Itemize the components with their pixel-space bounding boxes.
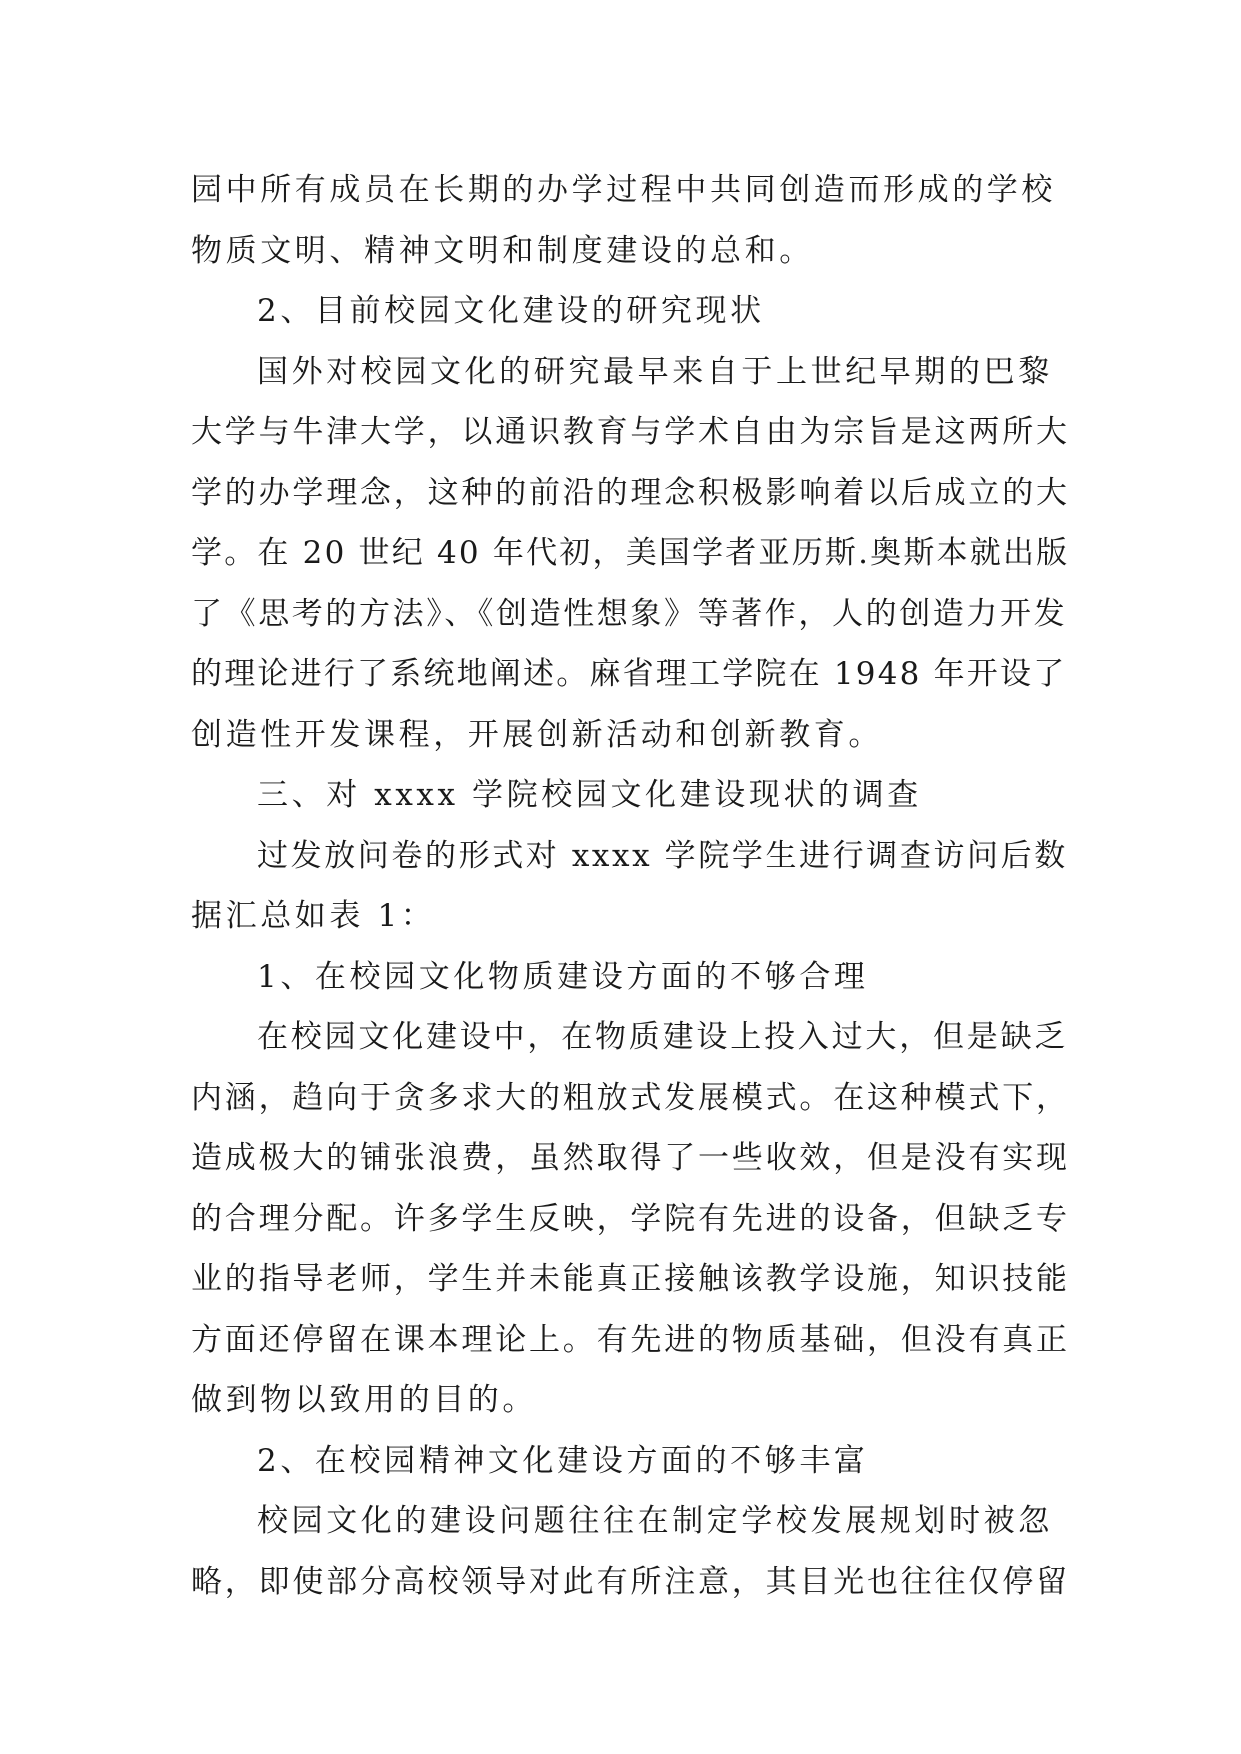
text-line: 校园文化的建设问题往往在制定学校发展规划时被忽 [257, 1503, 1053, 1539]
section-heading: 2、在校园精神文化建设方面的不够丰富 [257, 1442, 869, 1479]
text-line: 园中所有成员在长期的办学过程中共同创造而形成的学校 [191, 172, 1056, 208]
text-line: 内涵，趋向于贪多求大的粗放式发展模式。在这种模式下， [191, 1079, 1070, 1116]
text-line: 大学与牛津大学，以通识教育与学术自由为宗旨是这两所大 [191, 414, 1070, 450]
text-line: 学。在 20 世纪 40 年代初，美国学者亚历斯.奥斯本就出版 [191, 535, 1070, 571]
text-line: 造成极大的铺张浪费，虽然取得了一些收效，但是没有实现 [191, 1140, 1070, 1176]
text-line: 物质文明、精神文明和制度建设的总和。 [191, 232, 814, 269]
text-line: 据汇总如表 1： [191, 898, 436, 934]
text-line: 方面还停留在课本理论上。有先进的物质基础，但没有真正 [191, 1321, 1070, 1358]
text-line: 业的指导老师，学生并未能真正接触该教学设施，知识技能 [191, 1261, 1070, 1297]
text-line: 创造性开发课程，开展创新活动和创新教育。 [191, 716, 883, 753]
text-line: 学的办学理念，这种的前沿的理念积极影响着以后成立的大 [191, 474, 1070, 511]
document-body [191, 160, 1071, 1612]
text-line: 国外对校园文化的研究最早来自于上世纪早期的巴黎 [257, 353, 1053, 390]
section-heading: 三、对 xxxx 学院校园文化建设现状的调查 [257, 777, 922, 813]
text-line: 在校园文化建设中，在物质建设上投入过大，但是缺乏 [257, 1019, 1069, 1055]
text-line: 的合理分配。许多学生反映，学院有先进的设备，但缺乏专 [191, 1200, 1070, 1237]
text-line: 过发放问卷的形式对 xxxx 学院学生进行调查访问后数 [257, 837, 1068, 874]
text-line: 略，即使部分高校领导对此有所注意，其目光也往往仅停留 [191, 1563, 1070, 1600]
section-heading: 2、目前校园文化建设的研究现状 [257, 293, 765, 329]
text-line: 的理论进行了系统地阐述。麻省理工学院在 1948 年开设了 [191, 656, 1067, 692]
text-line: 了《思考的方法》、《创造性想象》等著作，人的创造力开发 [191, 595, 1068, 632]
section-heading: 1、在校园文化物质建设方面的不够合理 [257, 958, 869, 995]
text-line: 做到物以致用的目的。 [191, 1382, 537, 1418]
